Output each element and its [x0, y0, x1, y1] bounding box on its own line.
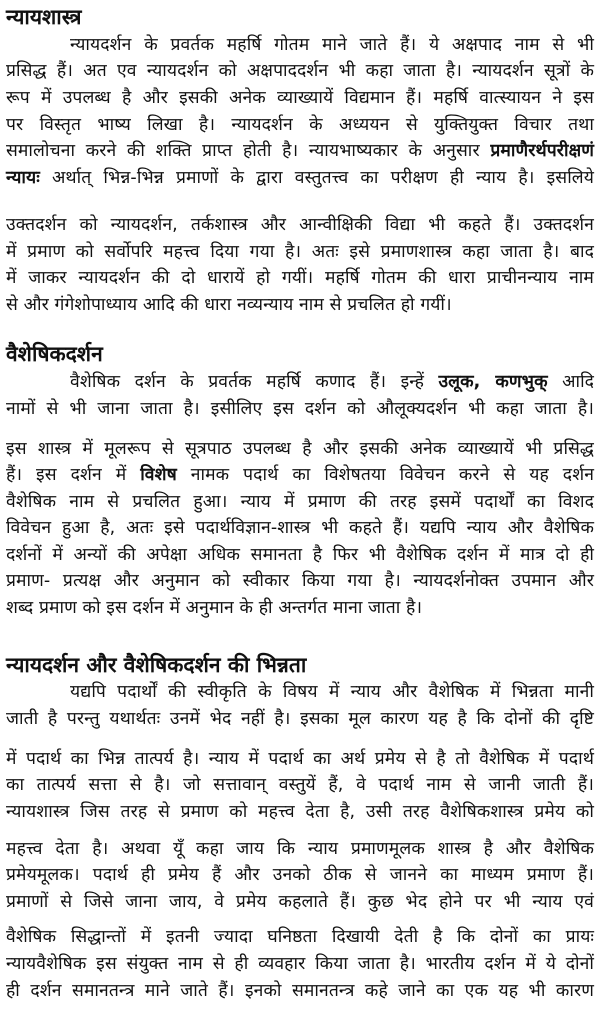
paragraph-line: वैशेषिक नाम से प्रचलित हुआ। न्याय में प्रमाण की तरह इसमें पदार्थों का विशद: [6, 492, 594, 512]
paragraph-line: उक्तदर्शन को न्यायदर्शन, तर्कशास्त्र और आन्वीक्षिकी विद्या भी कहते हैं। उक्तदर्शन: [6, 215, 594, 235]
paragraph-line: पर विस्तृत भाष्य लिखा है। न्यायदर्शन के अध्ययन से युक्तियुक्त विचार तथा: [6, 115, 594, 135]
bold-term: उलूक, कणभुक्: [438, 372, 548, 392]
paragraph-line: में जाकर न्यायदर्शन की दो धारायें हो गयीं। महर्षि गोतम की धारा प्राचीनन्याय नाम: [6, 268, 594, 288]
paragraph-line: न्यायदर्शन के प्रवर्तक महर्षि गोतम माने जाते हैं। ये अक्षपाद नाम से भी: [70, 35, 594, 55]
paragraph-line: न्यायवैशेषिक इस संयुक्त नाम से ही व्यवहार किया जाता है। भारतीय दर्शन में ये दोनों: [6, 954, 594, 974]
bold-term: न्यायः: [6, 168, 40, 188]
bold-term: विशेष: [140, 465, 177, 485]
section-heading-nyaya: न्यायशास्त्र: [6, 5, 82, 29]
paragraph-line: न्यायः अर्थात् भिन्न-भिन्न प्रमाणों के द्वारा वस्तुतत्त्व का परीक्षण ही न्याय है। इसलिये: [6, 168, 594, 188]
paragraph-line: में प्रमाण को सर्वोपरि महत्त्व दिया गया है। अतः इसे प्रमाणशास्त्र कहा जाता है। बाद: [6, 242, 594, 262]
paragraph-line: प्रमाणों से जिसे जाना जाय, वे प्रमेय कहलाते हैं। कुछ भेद होने पर भी न्याय एवं: [6, 892, 594, 912]
paragraph-line: में पदार्थ का भिन्न तात्पर्य है। न्याय में पदार्थ का अर्थ प्रमेय से है तो वैशेषिक में पदार्थ: [6, 749, 594, 769]
bold-term: प्रमाणैरर्थपरीक्षणं: [490, 141, 594, 161]
paragraph-line: शब्द प्रमाण को इस दर्शन में अनुमान के ही अन्तर्गत माना जाता है।: [6, 598, 423, 618]
paragraph-line: हैं। इस दर्शन में विशेष नामक पदार्थ का विशेषतया विवेचन करने से यह दर्शन: [6, 465, 595, 485]
paragraph-line: जाती है परन्तु यथार्थतः उनमें भेद नहीं है। इसका मूल कारण यह है कि दोनों की दृष्टि: [6, 709, 594, 729]
paragraph-line: इस शास्त्र में मूलरूप से सूत्रपाठ उपलब्ध है और इसकी अनेक व्याख्यायें भी प्रसिद्ध: [6, 439, 594, 459]
paragraph-line: रूप में उपलब्ध है और इसकी अनेक व्याख्यायें विद्यमान हैं। महर्षि वात्स्यायन ने इस: [6, 88, 594, 108]
paragraph-line: प्रसिद्ध हैं। अत एव न्यायदर्शन को अक्षपाददर्शन भी कहा जाता है। न्यायदर्शन सूत्रों के: [6, 61, 594, 81]
paragraph-line: ही दर्शन समानतन्त्र माने जाते हैं। इनको समानतन्त्र कहे जाने का एक यह भी कारण: [6, 981, 594, 1001]
paragraph-line: यद्यपि पदार्थों की स्वीकृति के विषय में न्याय और वैशेषिक में भिन्नता मानी: [70, 682, 594, 702]
paragraph-line: विवेचन हुआ है, अतः इसे पदार्थविज्ञान-शास्त्र भी कहते हैं। यद्यपि न्याय और वैशेषिक: [6, 518, 594, 538]
paragraph-line: नामों से भी जाना जाता है। इसीलिए इस दर्शन को औलूक्यदर्शन भी कहा जाता है।: [6, 399, 594, 419]
section-heading-vaisheshika: वैशेषिकदर्शन: [6, 342, 103, 366]
section-heading-difference: न्यायदर्शन और वैशेषिकदर्शन की भिन्नता: [6, 653, 307, 677]
paragraph-line: का तात्पर्य सत्ता से है। जो सत्तावान् वस्तुयें हैं, वे पदार्थ नाम से जानी जाती हैं।: [6, 775, 594, 795]
paragraph-line: प्रमेयमूलक। पदार्थ ही प्रमेय हैं और उनको ठीक से जानने का माध्यम प्रमाण हैं।: [6, 865, 594, 885]
paragraph-line: प्रमाण- प्रत्यक्ष और अनुमान को स्वीकार किया गया है। न्यायदर्शनोक्त उपमान और: [6, 571, 594, 591]
paragraph-line: महत्त्व देता है। अथवा यूँ कहा जाय कि न्याय प्रमाणमूलक शास्त्र है और वैशेषिक: [6, 839, 594, 859]
paragraph-line: न्यायशास्त्र जिस तरह से प्रमाण को महत्त्व देता है, उसी तरह वैशेषिकशास्त्र प्रमेय को: [6, 802, 594, 822]
paragraph-line: समालोचना करने की शक्ति प्राप्त होती है। न्यायभाष्यकार के अनुसार प्रमाणैरर्थपरीक्षणं: [6, 141, 594, 161]
paragraph-line: वैशेषिक सिद्धान्तों में इतनी ज्यादा घनिष्ठता दिखायी देती है कि दोनों का प्रायः: [6, 927, 594, 947]
paragraph-line: दर्शनों में अन्यों की अपेक्षा अधिक समानता है फिर भी वैशेषिक दर्शन में मात्र दो ही: [6, 545, 594, 565]
paragraph-line: वैशेषिक दर्शन के प्रवर्तक महर्षि कणाद हैं। इन्हें उलूक, कणभुक् आदि: [70, 372, 595, 392]
paragraph-line: से और गंगेशोपाध्याय आदि की धारा नव्यन्याय नाम से प्रचलित हो गयीं।: [6, 295, 452, 315]
